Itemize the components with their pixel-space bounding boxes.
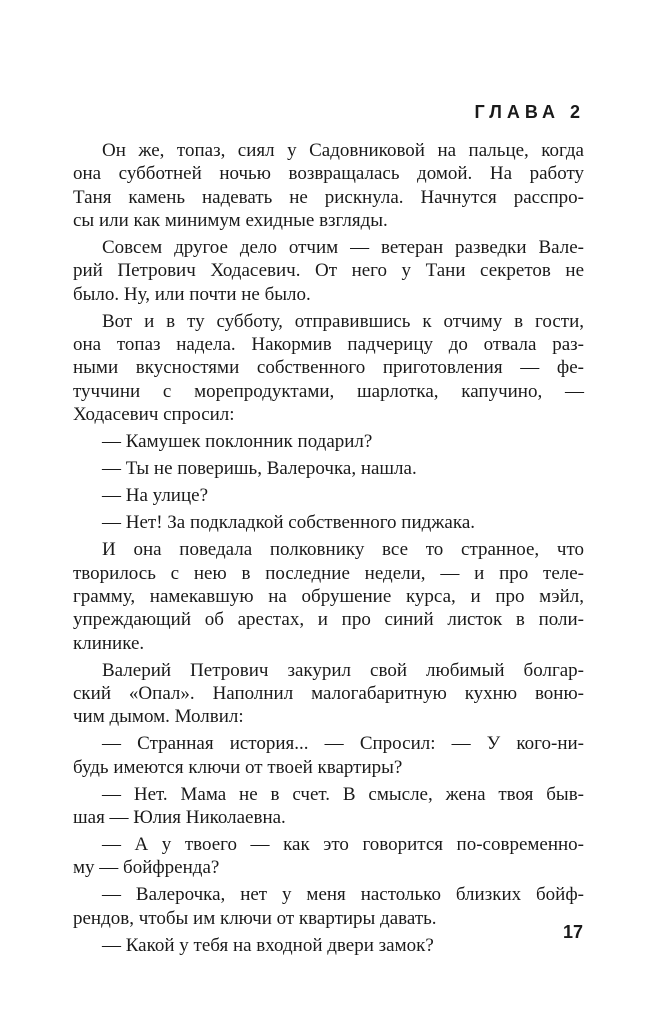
text-line: — Валерочка, нет у меня настолько близких бойф-	[102, 884, 584, 906]
body-text	[73, 139, 584, 957]
text-line: — Странная история... — Спросил: — У кого-ни-	[102, 733, 584, 755]
text-line: Он же, топаз, сиял у Садовниковой на пальце, когда	[102, 140, 584, 161]
text-line: рий Петрович Ходасевич. От него у Тани секретов не	[73, 260, 584, 282]
text-line: — Нет! За подкладкой собственного пиджака.	[102, 512, 475, 534]
page-number: 17	[562, 922, 583, 942]
text-line: туччини с морепродуктами, шарлотка, капучино, —	[73, 380, 584, 402]
text-line: Совсем другое дело отчим — ветеран разведки Вале-	[102, 236, 584, 258]
text-line: Вот и в ту субботу, отправившись к отчиму в гости,	[102, 310, 584, 332]
text-line: было. Ну, или почти не было.	[73, 283, 311, 305]
text-line: Таня камень надевать не рискнула. Начнутся расспро-	[73, 186, 584, 208]
text-line: она субботней ночью возвращалась домой. На работу	[73, 163, 584, 185]
text-line: — Какой у тебя на входной двери замок?	[102, 934, 434, 956]
text-line: рендов, чтобы им ключи от квартиры давать.	[73, 907, 437, 929]
text-line: — Камушек поклонник подарил?	[102, 430, 373, 452]
text-line: Валерий Петрович закурил свой любимый болгар-	[102, 659, 584, 681]
text-line: ными вкусностями собственного приготовления — фе-	[73, 357, 584, 379]
text-line: Ходасевич спросил:	[73, 403, 235, 425]
text-line: она топаз надела. Накормив падчерицу до отвала раз-	[73, 333, 584, 355]
text-line: будь имеются ключи от твоей квартиры?	[73, 756, 403, 778]
text-line: — На улице?	[102, 485, 209, 507]
text-line: — Нет. Мама не в счет. В смысле, жена твоя быв-	[102, 783, 584, 805]
text-line: сы или как минимум ехидные взгляды.	[73, 209, 388, 231]
text-line: — А у твоего — как это говорится по-современно-	[102, 834, 584, 856]
text-line: шая — Юлия Николаевна.	[73, 806, 286, 828]
text-line: творилось с нею в последние недели, — и про теле-	[73, 562, 584, 584]
text-line: И она поведала полковнику все то странное, что	[102, 539, 584, 561]
text-line: ский «Опал». Наполнил малогабаритную кухню воню-	[73, 682, 584, 704]
text-line: упреждающий об арестах, и про синий листок в поли-	[73, 609, 584, 631]
text-line: грамму, намекавшую на обрушение курса, и про мэйл,	[73, 585, 584, 607]
chapter-heading: ГЛАВА 2	[474, 102, 585, 122]
text-line: чим дымом. Молвил:	[73, 706, 244, 728]
text-line: клинике.	[73, 632, 145, 654]
text-line: — Ты не поверишь, Валерочка, нашла.	[102, 458, 417, 480]
text-line: му — бойфренда?	[73, 857, 220, 879]
